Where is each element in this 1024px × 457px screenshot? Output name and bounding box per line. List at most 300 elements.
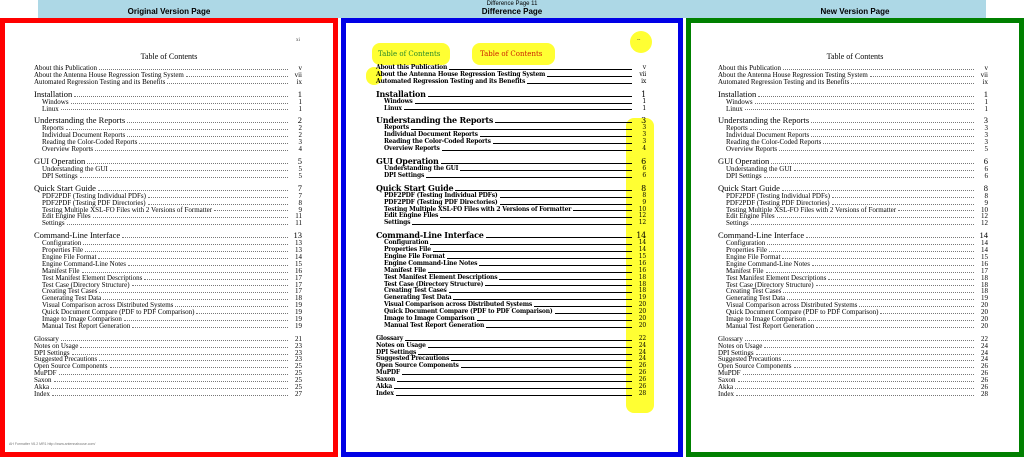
toc-entry-page: 2 xyxy=(298,131,302,140)
difference-page-number: Difference Page 11 xyxy=(486,1,538,7)
toc-leader xyxy=(61,109,288,110)
toc-entry-label: Automated Regression Testing and its Benefits xyxy=(34,77,166,86)
toc-entry-label: MuPDF xyxy=(34,369,57,378)
toc-entry-page: 3 xyxy=(984,138,988,147)
toc-entry-page: 9 xyxy=(642,198,646,206)
toc-leader xyxy=(405,340,632,341)
toc-entry[interactable] xyxy=(34,146,302,153)
toc-leader xyxy=(750,129,974,130)
toc-entry-page: 12 xyxy=(638,212,646,220)
toc-leader xyxy=(461,367,632,368)
toc-entry[interactable] xyxy=(718,377,988,384)
toc-entry-label: PDF2PDF (Testing Individual PDFs) xyxy=(726,191,830,200)
toc-entry-page: 3 xyxy=(298,138,302,147)
toc-leader xyxy=(485,285,632,286)
new-version-title: New Version Page xyxy=(820,7,890,16)
toc-entry-page: 5 xyxy=(298,171,302,180)
toc-entry[interactable] xyxy=(376,146,646,153)
toc-entry-page: 1 xyxy=(642,97,646,105)
toc-leader xyxy=(486,237,632,238)
toc-entry-page: 25 xyxy=(295,376,302,385)
toc-entry-page: 18 xyxy=(638,280,646,288)
toc-entry-label: Creating Test Cases xyxy=(384,287,447,295)
toc-entry-label: Visual Comparison across Distributed Systems xyxy=(384,301,533,309)
toc-entry[interactable] xyxy=(376,106,646,113)
toc-entry-page: v xyxy=(984,63,988,72)
toc-entry-label: Index xyxy=(718,389,734,398)
original-version-title: Original Version Page xyxy=(127,7,211,16)
toc-entry-page: 13 xyxy=(293,230,302,241)
toc-entry-label: Quick Start Guide xyxy=(718,182,780,193)
toc-entry-page: 10 xyxy=(638,205,646,213)
toc-leader xyxy=(83,244,288,245)
toc-entry[interactable] xyxy=(376,116,646,125)
toc-leader xyxy=(751,224,974,225)
toc-entry[interactable] xyxy=(376,99,646,106)
toc-entry[interactable] xyxy=(34,370,302,377)
difference-page-number: -- xyxy=(637,38,641,43)
toc-entry[interactable] xyxy=(718,106,988,113)
toc-entry-label: Test Case (Directory Structure) xyxy=(384,280,484,288)
toc-entry[interactable] xyxy=(34,343,302,350)
toc-entry[interactable] xyxy=(376,377,646,384)
toc-entry-page: 7 xyxy=(298,191,302,200)
toc-entry-label: PDF2PDF (Testing Individual PDFs) xyxy=(384,191,498,199)
toc-entry-label: Generating Test Data xyxy=(726,294,786,303)
toc-entry[interactable] xyxy=(34,99,302,106)
toc-leader xyxy=(196,313,288,314)
toc-leader xyxy=(782,258,974,259)
toc-entry-label: DPI Settings xyxy=(376,348,417,356)
toc-leader xyxy=(426,177,632,178)
toc-entry-page: 15 xyxy=(981,253,988,262)
toc-entry-label: Installation xyxy=(718,88,757,99)
toc-leader xyxy=(61,340,288,341)
toc-entry-label: DPI Settings xyxy=(42,171,78,180)
toc-entry-label: Understanding the Reports xyxy=(718,115,810,126)
toc-entry-label: Engine Command-Line Notes xyxy=(42,259,126,268)
toc-entry-label: DPI Settings xyxy=(384,171,425,179)
toc-entry-page: 20 xyxy=(638,308,646,316)
toc-entry[interactable] xyxy=(376,90,646,99)
toc-entry-label: Engine File Format xyxy=(384,253,445,261)
toc-leader xyxy=(499,279,632,280)
toc-leader xyxy=(808,320,974,321)
toc-entry-page: 28 xyxy=(981,389,988,398)
toc-leader xyxy=(794,367,975,368)
toc-leader xyxy=(555,313,632,314)
toc-entry-page: 24 xyxy=(638,341,646,349)
toc-entry-page: 20 xyxy=(981,308,988,317)
toc-entry-page: 8 xyxy=(983,182,988,193)
toc-entry[interactable] xyxy=(34,363,302,370)
toc-leader xyxy=(402,374,632,375)
toc-entry-page: 13 xyxy=(295,246,302,255)
toc-leader xyxy=(527,83,632,84)
toc-entry-label: Configuration xyxy=(726,239,766,248)
toc-leader xyxy=(128,265,288,266)
toc-leader xyxy=(755,103,974,104)
toc-leader xyxy=(418,354,632,355)
toc-entry-page: 6 xyxy=(984,165,988,173)
toc-leader xyxy=(428,96,632,97)
toc-entry-page: 3 xyxy=(642,131,646,139)
toc-entry-label: Manual Test Report Generation xyxy=(42,321,131,330)
toc-leader xyxy=(777,217,974,218)
toc-leader xyxy=(122,237,288,238)
toc-entry-label: Image to Image Comparison xyxy=(42,315,122,324)
toc-entry-label: Properties File xyxy=(726,246,768,255)
toc-entry-page: 26 xyxy=(638,369,646,377)
toc-entry-page: 7 xyxy=(297,182,302,193)
toc-entry-label: Manifest File xyxy=(384,266,426,274)
toc-entry-page: 26 xyxy=(981,376,988,385)
toc-entry-label: About the Antenna House Regression Testing System xyxy=(376,70,546,78)
toc-entry-page: 16 xyxy=(638,266,646,274)
toc-entry-label: Testing Multiple XSL-FO Files with 2 Versions of Formatter xyxy=(384,205,572,213)
toc-entry-label: Overview Reports xyxy=(384,145,440,153)
toc-entry-label: Engine Command-Line Notes xyxy=(384,259,478,267)
toc-entry-page: 3 xyxy=(984,131,988,140)
toc-entry-page: 11 xyxy=(295,212,302,221)
toc-entry[interactable] xyxy=(718,90,988,99)
toc-entry[interactable] xyxy=(718,384,988,391)
toc-leader xyxy=(397,381,632,382)
toc-entry-page: 19 xyxy=(638,294,646,302)
toc-entry-page: 25 xyxy=(295,369,302,378)
toc-entry-label: Manual Test Report Generation xyxy=(384,321,485,329)
toc-entry-label: PDF2PDF (Testing PDF Directories) xyxy=(726,198,830,207)
toc-entry-page: 26 xyxy=(981,383,988,392)
toc-entry-page: 23 xyxy=(295,348,302,357)
toc-leader xyxy=(782,190,974,191)
toc-entry-page: 14 xyxy=(638,239,646,247)
toc-entry[interactable] xyxy=(718,363,988,370)
toc-entry-page: 1 xyxy=(298,104,302,113)
toc-leader xyxy=(442,150,632,151)
toc-entry-label: Reports xyxy=(384,124,409,132)
toc-entry-label: About this Publication xyxy=(718,63,781,72)
toc-leader xyxy=(832,197,974,198)
toc-entry-page: 22 xyxy=(981,334,988,343)
toc-entry-label: Windows xyxy=(42,97,69,106)
toc-entry-label: Linux xyxy=(384,104,402,112)
toc-entry-page: 26 xyxy=(981,362,988,371)
toc-leader xyxy=(98,190,288,191)
toc-entry-label: Engine Command-Line Notes xyxy=(726,259,810,268)
toc-entry[interactable] xyxy=(376,213,646,220)
toc-entry-page: 24 xyxy=(638,355,646,363)
toc-entry[interactable] xyxy=(718,220,988,227)
toc-entry-label: Understanding the GUI xyxy=(42,165,108,173)
toc-entry-label: Settings xyxy=(42,219,65,228)
toc-entry-page: 3 xyxy=(983,115,988,126)
toc-entry-page: vii xyxy=(294,70,302,79)
toc-entry[interactable] xyxy=(718,343,988,350)
difference-panel[interactable] xyxy=(341,18,683,457)
toc-entry-page: ix xyxy=(296,77,302,86)
toc-entry-label: Testing Multiple XSL-FO Files with 2 Versions of Formatter xyxy=(42,205,213,214)
toc-entry-label: Glossary xyxy=(34,334,59,343)
toc-entry[interactable] xyxy=(718,116,988,125)
toc-entry[interactable] xyxy=(34,106,302,113)
toc-leader xyxy=(430,244,632,245)
toc-entry-label: Akka xyxy=(376,383,393,391)
toc-entry-page: 18 xyxy=(981,287,988,296)
toc-entry[interactable] xyxy=(34,323,302,330)
toc-entry-page: 1 xyxy=(641,89,646,99)
toc-entry-page: 20 xyxy=(638,301,646,309)
toc-entry-page: ix xyxy=(982,77,988,86)
toc-leader xyxy=(816,285,974,286)
toc-entry-page: 14 xyxy=(295,253,302,262)
toc-entry[interactable] xyxy=(376,343,646,350)
toc-entry[interactable] xyxy=(34,377,302,384)
toc-entry-page: 1 xyxy=(983,88,988,99)
toc-leader xyxy=(74,96,288,97)
toc-leader xyxy=(428,272,632,273)
toc-entry-page: 18 xyxy=(981,273,988,282)
toc-entry[interactable] xyxy=(718,99,988,106)
toc-entry-page: 8 xyxy=(642,191,646,199)
toc-leader xyxy=(51,388,288,389)
toc-leader xyxy=(148,197,288,198)
toc-entry-page: 24 xyxy=(981,348,988,357)
toc-entry-label: Understanding the Reports xyxy=(376,115,494,126)
toc-leader xyxy=(396,395,632,396)
toc-leader xyxy=(460,170,632,171)
toc-entry-label: GUI Operation xyxy=(34,156,86,167)
toc-entry-page: 19 xyxy=(981,294,988,303)
toc-entry-page: 1 xyxy=(984,104,988,113)
toc-leader xyxy=(823,143,974,144)
toc-entry[interactable] xyxy=(34,116,302,125)
toc-entry-page: 20 xyxy=(981,315,988,324)
toc-entry-page: 2 xyxy=(298,124,302,133)
toc-leader xyxy=(175,306,288,307)
toc-entry-label: PDF2PDF (Testing Individual PDFs) xyxy=(42,191,146,200)
toc-entry-label: Notes on Usage xyxy=(718,341,763,350)
toc-leader xyxy=(71,103,288,104)
toc-entry-page: 24 xyxy=(981,341,988,350)
toc-entry[interactable] xyxy=(34,90,302,99)
toc-entry-label: Edit Engine Files xyxy=(42,212,91,221)
toc-leader xyxy=(394,388,632,389)
toc-entry-label: Individual Document Reports xyxy=(42,131,126,140)
toc-entry-page: 6 xyxy=(983,156,988,167)
toc-entry[interactable] xyxy=(718,370,988,377)
toc-entry-label: Automated Regression Testing and its Benefits xyxy=(718,77,850,86)
toc-entry[interactable] xyxy=(34,79,302,86)
toc-entry[interactable] xyxy=(376,323,646,330)
toc-entry-page: 21 xyxy=(295,334,302,343)
toc-leader xyxy=(486,327,632,328)
toc-entry[interactable] xyxy=(34,213,302,220)
toc-leader xyxy=(500,204,632,205)
difference-page-title: Difference Page xyxy=(481,7,543,16)
toc-leader xyxy=(534,306,632,307)
toc-entry-page: 5 xyxy=(298,165,302,173)
toc-entry-label: Test Manifest Element Descriptions xyxy=(42,273,143,282)
toc-entry-page: 3 xyxy=(642,124,646,132)
toc-entry-label: Reports xyxy=(726,124,748,133)
toc-leader xyxy=(82,272,288,273)
toc-entry-label: About this Publication xyxy=(376,63,448,71)
toc-entry-page: 14 xyxy=(981,246,988,255)
toc-leader xyxy=(404,109,632,110)
toc-entry-label: Creating Test Cases xyxy=(726,287,782,296)
toc-leader xyxy=(758,96,974,97)
toc-entry-page: 5 xyxy=(297,156,302,167)
toc-entry-label: Individual Document Reports xyxy=(384,131,478,139)
original-footer: AH Formatter V6.2 MR1 http://www.antennahouse.com/ xyxy=(9,442,96,446)
toc-leader xyxy=(812,265,974,266)
toc-entry-label: About the Antenna House Regression Testing System xyxy=(718,70,868,79)
toc-entry-page: 16 xyxy=(981,259,988,268)
toc-entry-label: Properties File xyxy=(384,246,431,254)
toc-leader xyxy=(769,251,974,252)
toc-entry-page: 15 xyxy=(295,259,302,268)
toc-entry-page: 25 xyxy=(295,383,302,392)
toc-entry-label: Configuration xyxy=(42,239,82,248)
toc-leader xyxy=(547,76,632,77)
toc-entry-label: Settings xyxy=(384,219,411,227)
toc-leader xyxy=(95,150,288,151)
toc-entry[interactable] xyxy=(718,79,988,86)
toc-entry-label: About the Antenna House Regression Testing System xyxy=(34,70,184,79)
toc-leader xyxy=(99,69,288,70)
toc-leader xyxy=(480,136,632,137)
toc-entry-label: Understanding the GUI xyxy=(726,165,792,173)
toc-leader xyxy=(99,292,288,293)
new-toc xyxy=(718,65,988,398)
toc-entry-page: 18 xyxy=(638,273,646,281)
toc-entry[interactable] xyxy=(718,323,988,330)
toc-entry[interactable] xyxy=(34,220,302,227)
toc-entry-label: Suggested Precautions xyxy=(376,355,450,363)
toc-entry[interactable] xyxy=(376,370,646,377)
toc-entry-label: Open Source Components xyxy=(376,362,459,370)
toc-entry-page: 17 xyxy=(295,287,302,296)
toc-entry-page: 8 xyxy=(298,198,302,207)
new-version-panel[interactable] xyxy=(686,18,1024,457)
toc-entry[interactable] xyxy=(34,391,302,398)
toc-entry-page: 12 xyxy=(638,219,646,227)
toc-leader xyxy=(72,354,288,355)
toc-leader xyxy=(764,347,974,348)
toc-leader xyxy=(127,136,288,137)
toc-leader xyxy=(779,150,974,151)
toc-entry-label: Edit Engine Files xyxy=(384,212,439,220)
toc-leader xyxy=(139,143,288,144)
toc-entry-label: Akka xyxy=(718,383,734,392)
toc-leader xyxy=(52,395,288,396)
toc-leader xyxy=(811,136,974,137)
toc-entry[interactable] xyxy=(376,391,646,398)
toc-entry[interactable] xyxy=(376,79,646,86)
toc-entry-label: Test Case (Directory Structure) xyxy=(42,280,130,289)
toc-entry-label: Overview Reports xyxy=(42,145,94,154)
toc-entry-label: Notes on Usage xyxy=(376,341,426,349)
toc-leader xyxy=(573,210,632,211)
toc-entry-label: Test Manifest Element Descriptions xyxy=(384,273,498,281)
toc-entry[interactable] xyxy=(376,384,646,391)
toc-entry-label: Reports xyxy=(42,124,64,133)
toc-leader xyxy=(98,258,288,259)
toc-entry-label: Windows xyxy=(726,97,753,106)
toc-entry-page: 26 xyxy=(638,383,646,391)
toc-entry-label: Command-Line Interface xyxy=(34,230,121,241)
original-version-panel[interactable] xyxy=(0,18,338,457)
toc-entry-page: 13 xyxy=(295,239,302,248)
toc-leader xyxy=(124,320,288,321)
toc-leader xyxy=(110,170,288,171)
toc-entry-label: Suggested Precautions xyxy=(718,355,782,364)
toc-leader xyxy=(832,204,974,205)
toc-entry-page: 8 xyxy=(641,183,646,193)
toc-entry-page: 26 xyxy=(638,362,646,370)
difference-title-left: Table of Contents xyxy=(378,50,441,58)
toc-leader xyxy=(500,197,632,198)
toc-entry[interactable] xyxy=(34,173,302,180)
toc-entry[interactable] xyxy=(718,391,988,398)
original-toc xyxy=(34,65,302,398)
toc-entry[interactable] xyxy=(376,173,646,180)
toc-entry[interactable] xyxy=(718,173,988,180)
toc-leader xyxy=(880,313,974,314)
toc-leader xyxy=(745,109,974,110)
header-bar xyxy=(0,0,1024,18)
toc-entry-label: Quick Start Guide xyxy=(376,182,454,193)
toc-leader xyxy=(477,320,632,321)
toc-entry-page: 1 xyxy=(298,97,302,106)
toc-leader xyxy=(870,76,974,77)
toc-leader xyxy=(745,340,974,341)
toc-entry-page: 26 xyxy=(981,369,988,378)
toc-entry-label: Test Manifest Element Descriptions xyxy=(726,273,827,282)
toc-leader xyxy=(738,381,975,382)
toc-entry[interactable] xyxy=(376,220,646,227)
toc-leader xyxy=(735,388,974,389)
toc-entry-label: Quick Document Compare (PDF to PDF Comparison) xyxy=(42,308,195,317)
original-page-number: xi xyxy=(296,38,300,43)
toc-entry-page: 27 xyxy=(295,389,302,398)
toc-leader xyxy=(433,251,632,252)
toc-leader xyxy=(144,279,288,280)
toc-entry-page: 16 xyxy=(638,259,646,267)
toc-entry-page: 11 xyxy=(295,219,302,228)
toc-leader xyxy=(794,170,974,171)
highlight-page-number xyxy=(630,31,652,53)
toc-entry[interactable] xyxy=(376,363,646,370)
toc-entry[interactable] xyxy=(718,213,988,220)
toc-entry-page: 18 xyxy=(295,294,302,303)
toc-entry-page: 3 xyxy=(642,138,646,146)
toc-entry-page: 17 xyxy=(981,266,988,275)
toc-entry-page: 17 xyxy=(295,273,302,282)
toc-entry[interactable] xyxy=(34,384,302,391)
toc-entry-label: Command-Line Interface xyxy=(376,230,484,241)
toc-entry[interactable] xyxy=(718,146,988,153)
toc-entry-label: GUI Operation xyxy=(718,156,770,167)
toc-entry-page: 19 xyxy=(295,321,302,330)
toc-leader xyxy=(447,258,632,259)
toc-entry-label: Reading the Color-Coded Reports xyxy=(384,138,491,146)
toc-leader xyxy=(93,217,288,218)
toc-leader xyxy=(767,244,974,245)
toc-entry-label: PDF2PDF (Testing PDF Directories) xyxy=(384,198,498,206)
toc-entry-page: 20 xyxy=(981,321,988,330)
